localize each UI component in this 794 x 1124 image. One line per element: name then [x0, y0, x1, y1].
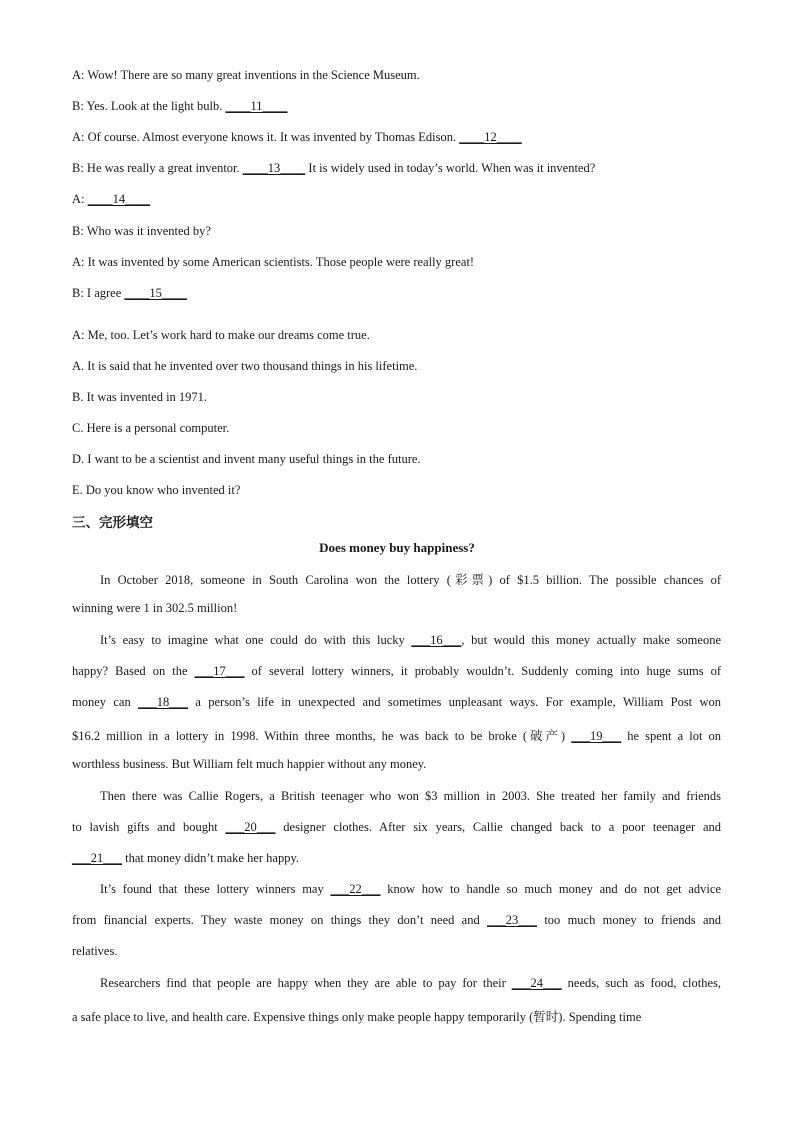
line-text: B: I agree	[72, 286, 125, 300]
paragraph-line	[72, 851, 721, 866]
section-heading: 三、完形填空	[72, 515, 153, 531]
line-text: It is widely used in today’s world. When was it invented?	[305, 161, 596, 175]
paragraph-line	[72, 664, 721, 679]
dialogue-line	[72, 255, 474, 270]
option-e: E. Do you know who invented it?	[72, 483, 241, 497]
line-text: A: Me, too. Let’s work hard to make our dreams come true.	[72, 328, 370, 342]
line-text: relatives.	[72, 944, 118, 958]
passage-title: Does money buy happiness?	[319, 540, 475, 555]
blank-15[interactable]: ____15____	[124, 286, 187, 300]
blank-19[interactable]: ___19___	[571, 729, 622, 743]
blank-12[interactable]: ____12____	[459, 130, 522, 144]
paragraph-line	[72, 913, 721, 928]
line-text: B: Yes. Look at the light bulb.	[72, 99, 226, 113]
dialogue-line	[72, 130, 522, 145]
line-text: he spent a lot on	[621, 729, 721, 743]
option-a: A. It is said that he invented over two thousand things in his lifetime.	[72, 359, 418, 373]
line-text: A: Wow! There are so many great inventions in the Science Museum.	[72, 68, 420, 82]
paragraph-line	[72, 820, 721, 835]
blank-22[interactable]: ___22___	[330, 882, 381, 896]
option-b: B. It was invented in 1971.	[72, 390, 208, 404]
line-text: Then there was Callie Rogers, a British teenager who won $3 million in 2003. She treated her family and friends	[100, 789, 721, 803]
line-text: money can	[72, 695, 139, 709]
line-text: a person’s life in unexpected and sometimes unpleasant ways. For example, William Post won	[188, 695, 722, 709]
line-text: needs, such as food, clothes,	[561, 976, 721, 990]
blank-24[interactable]: ___24___	[511, 976, 562, 990]
blank-18[interactable]: ___18___	[138, 695, 189, 709]
line-text: of several lottery winners, it probably wouldn’t. Suddenly coming into huge sums of	[244, 664, 721, 678]
line-text: A:	[72, 192, 88, 206]
line-text: In October 2018, someone in South Carolina won the lottery (彩票) of $1.5 billion. The possible chances of	[100, 573, 721, 587]
line-text: a safe place to live, and health care. Expensive things only make people happy temporarily (暂时). Spending time	[72, 1010, 642, 1024]
blank-16[interactable]: ___16___	[411, 633, 462, 647]
line-text: from financial experts. They waste money on things they don’t need and	[72, 913, 488, 927]
paragraph-line	[100, 633, 721, 648]
paragraph-line	[72, 726, 721, 744]
blank-14[interactable]: ____14____	[87, 192, 151, 206]
paragraph-line	[72, 695, 721, 710]
line-text: Researchers find that people are happy when they are able to pay for their	[100, 976, 512, 990]
blank-17[interactable]: ___17___	[194, 664, 245, 678]
option-d: D. I want to be a scientist and invent many useful things in the future.	[72, 452, 421, 466]
line-text: winning were 1 in 302.5 million!	[72, 601, 238, 615]
line-text: $16.2 million in a lottery in 1998. Within three months, he was back to be broke (破产)	[72, 729, 572, 743]
line-text: It’s found that these lottery winners may	[100, 882, 331, 896]
blank-21[interactable]: ___21___	[72, 851, 122, 865]
dialogue-line	[72, 99, 288, 114]
paragraph-line	[72, 757, 721, 772]
option-c: C. Here is a personal computer.	[72, 421, 230, 435]
paragraph-line	[72, 944, 721, 959]
line-text: designer clothes. After six years, Callie changed back to a poor teenager and	[275, 820, 721, 834]
paragraph-line	[72, 1007, 721, 1025]
blank-11[interactable]: ____11____	[225, 99, 288, 113]
dialogue-line	[72, 286, 187, 301]
paragraph-line	[100, 976, 721, 991]
dialogue-line	[72, 328, 370, 343]
paragraph-line	[100, 789, 721, 804]
dialogue-line	[72, 68, 420, 83]
paragraph-line	[100, 882, 721, 897]
line-text: A: Of course. Almost everyone knows it. It was invented by Thomas Edison.	[72, 130, 460, 144]
line-text: B: Who was it invented by?	[72, 224, 211, 238]
line-text: know how to handle so much money and do not get advice	[380, 882, 721, 896]
line-text: , but would this money actually make someone	[461, 633, 721, 647]
line-text: worthless business. But William felt much happier without any money.	[72, 757, 427, 771]
line-text: B: He was really a great inventor.	[72, 161, 243, 175]
line-text: to lavish gifts and bought	[72, 820, 226, 834]
line-text: happy? Based on the	[72, 664, 195, 678]
line-text: It’s easy to imagine what one could do with this lucky	[100, 633, 412, 647]
paragraph-line	[72, 601, 721, 616]
line-text: that money didn’t make her happy.	[122, 851, 300, 865]
line-text: A: It was invented by some American scientists. Those people were really great!	[72, 255, 475, 269]
dialogue-line	[72, 192, 150, 207]
paragraph-line	[100, 570, 721, 588]
blank-13[interactable]: ____13____	[242, 161, 306, 175]
line-text: too much money to friends and	[537, 913, 722, 927]
dialogue-line	[72, 161, 595, 176]
dialogue-line	[72, 224, 211, 239]
blank-23[interactable]: ___23___	[487, 913, 538, 927]
blank-20[interactable]: ___20___	[225, 820, 276, 834]
